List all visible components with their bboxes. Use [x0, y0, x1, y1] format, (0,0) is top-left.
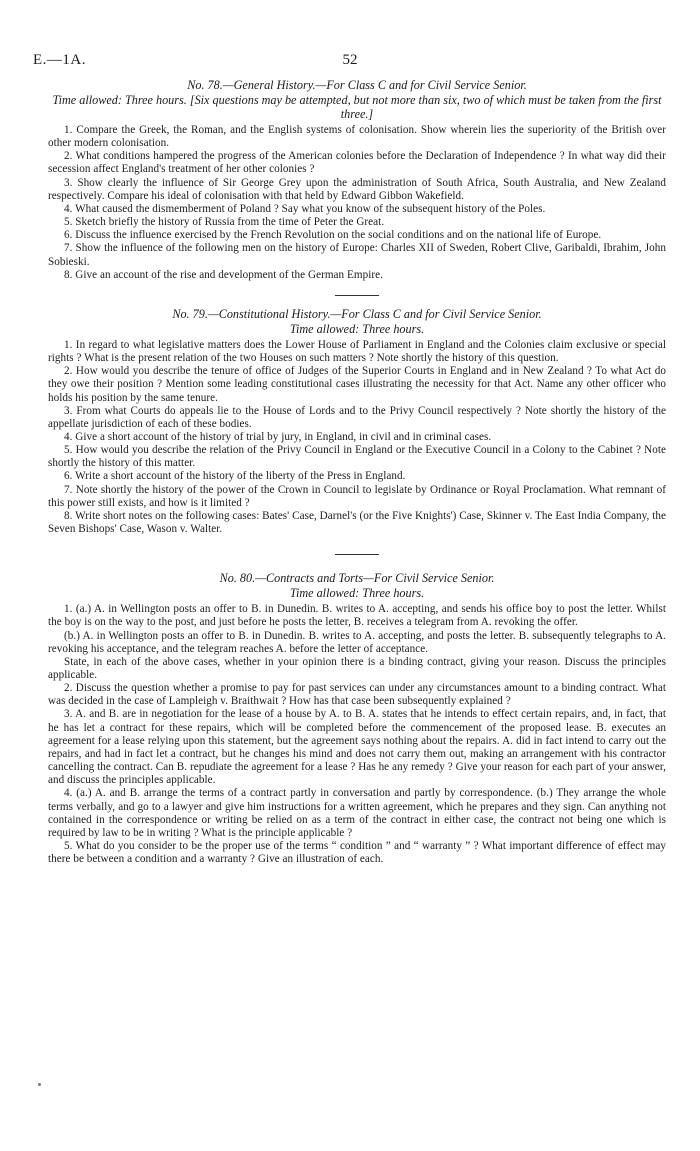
question: 5. What do you consider to be the proper use of the terms “ condition ” and “ warranty ” ? What important difference of effect may there be between a condition and a warranty ? Give an illustration of each. [48, 840, 666, 866]
question: 2. What conditions hampered the progress of the American colonies before the Declaration of Independence ? In what way did their secession affect England's treatment of her other colonies ? [48, 150, 666, 176]
ink-speck [38, 1083, 41, 1086]
exam-section-80 [48, 571, 666, 866]
section-title: No. 80.—Contracts and Torts—For Civil Service Senior. [219, 571, 495, 586]
page-header [33, 52, 667, 72]
page-content [48, 78, 666, 866]
question: State, in each of the above cases, whether in your opinion there is a binding contract, giving your reason. Discuss the principles applicable. [48, 655, 666, 681]
question: 3. Show clearly the influence of Sir George Grey upon the administration of South Africa, South Australia, and New Zealand respectively. Compare his ideal of colonisation with that held by Edward Gibbon Wakefield. [48, 176, 666, 202]
question: 6. Write a short account of the history of the liberty of the Press in England. [64, 470, 406, 483]
question: 3. From what Courts do appeals lie to the House of Lords and to the Privy Council respectively ? Note shortly the history of the appellate jurisdiction of each of these bodies. [48, 404, 666, 430]
question: 4. Give a short account of the history of trial by jury, in England, in civil and in criminal cases. [64, 430, 492, 443]
question: 1. Compare the Greek, the Roman, and the English systems of colonisation. Show wherein lies the superiority of the British over other modern colonisation. [48, 124, 666, 150]
question: 7. Note shortly the history of the power of the Crown in Council to legislate by Ordinance or Royal Proclamation. What remnant of this power still exists, and how is it limited ? [48, 483, 666, 509]
question: 5. Sketch briefly the history of Russia from the time of Peter the Great. [64, 216, 385, 229]
question: 5. How would you describe the relation of the Privy Council in England or the Executive Council in a Colony to the Cabinet ? Note shortly the history of this matter. [48, 444, 666, 470]
question: 8. Write short notes on the following cases: Bates' Case, Darnel's (or the Five Knights') Case, Skinner v. The East India Company, the Seven Bishops' Case, Wason v. Walter. [48, 509, 666, 536]
question: 8. Give an account of the rise and development of the German Empire. [64, 268, 383, 281]
question: (b.) A. in Wellington posts an offer to B. in Dunedin. B. writes to A. accepting, and posts the letter. B. subsequently telegraphs to A. revoking his acceptance, and the telegram reaches A. before the letter of acceptance. [48, 629, 666, 655]
time-allowed: Time allowed: Three hours. [289, 586, 425, 601]
time-allowed: Time allowed: Three hours. [289, 321, 425, 336]
section-title: No. 78.—General History.—For Class C and for Civil Service Senior. [187, 78, 527, 92]
question: 1. In regard to what legislative matters does the Lower House of Parliament in England and the Colonies claim exclusive or special rights ? What is the present relation of the two Houses on such matters ? Note shortly the history of this question. [48, 338, 666, 365]
question: 2. How would you describe the tenure of office of Judges of the Superior Courts in England and in New Zealand ? To what Act do they owe their position ? Mention some leading constitutional cases illustrating the necessity for that Act. Name any other officer who holds his position by the same tenure. [48, 365, 666, 404]
page-number: 52 [342, 52, 358, 68]
question: 4. What caused the dismemberment of Poland ? Say what you know of the subsequent history of the Poles. [64, 202, 546, 215]
question: 4. (a.) A. and B. arrange the terms of a contract partly in conversation and partly by correspondence. (b.) They arrange the whole terms verbally, and go to a lawyer and give him instructions for a written agreement, which he prepares and they sign. Can anything not contained in the correspondence or writing be relied on as a term of the contract in either case, the contract not being one which is required by law to be in writing ? What is the principle applicable ? [48, 787, 666, 839]
exam-section-78 [48, 78, 666, 282]
document-reference: E.—1A. [33, 52, 86, 68]
exam-section-79 [48, 307, 666, 536]
question: 2. Discuss the question whether a promise to pay for past services can under any circumstances amount to a binding contract. What was decided in the case of Lampleigh v. Braithwait ? How has that case been subsequently explained ? [48, 682, 666, 708]
question: 1. (a.) A. in Wellington posts an offer to B. in Dunedin. B. writes to A. accepting, and sends his office boy to post the letter. Whilst the boy is on the way to the post, and just before he posts the letter, B. receives a telegram from A. revoking the offer. [48, 603, 666, 629]
question: 7. Show the influence of the following men on the history of Europe: Charles XII of Sweden, Robert Clive, Garibaldi, Ibrahim, John Sobieski. [48, 242, 666, 268]
section-divider [335, 295, 379, 296]
section-title: No. 79.—Constitutional History.—For Class C and for Civil Service Senior. [172, 306, 542, 321]
section-divider [335, 554, 379, 555]
question: 6. Discuss the influence exercised by the French Revolution on the social conditions and on the national life of Europe. [64, 229, 602, 242]
question: 3. A. and B. are in negotiation for the lease of a house by A. to B. A. states that he intends to effect certain repairs, and, in fact, that he has let a contract for these repairs, which will be completed before the commencement of the proposed lease. B. executes an agreement for a lease relying upon this statement, but the agreement says nothing about the repairs. A. did in fact intend to carry out the repairs, and had in fact let a contract, but he changes his mind and does not carry them out, making an arrangement with his contractor cancelling the contract. Can B. repudiate the agreement for a lease ? Has he any remedy ? Give your reason for each part of your answer, and discuss the principles applicable. [48, 708, 666, 787]
time-allowed: Time allowed: Three hours. [Six questions may be attempted, but not more than six, two of which must be taken from the first three.] [52, 93, 662, 121]
